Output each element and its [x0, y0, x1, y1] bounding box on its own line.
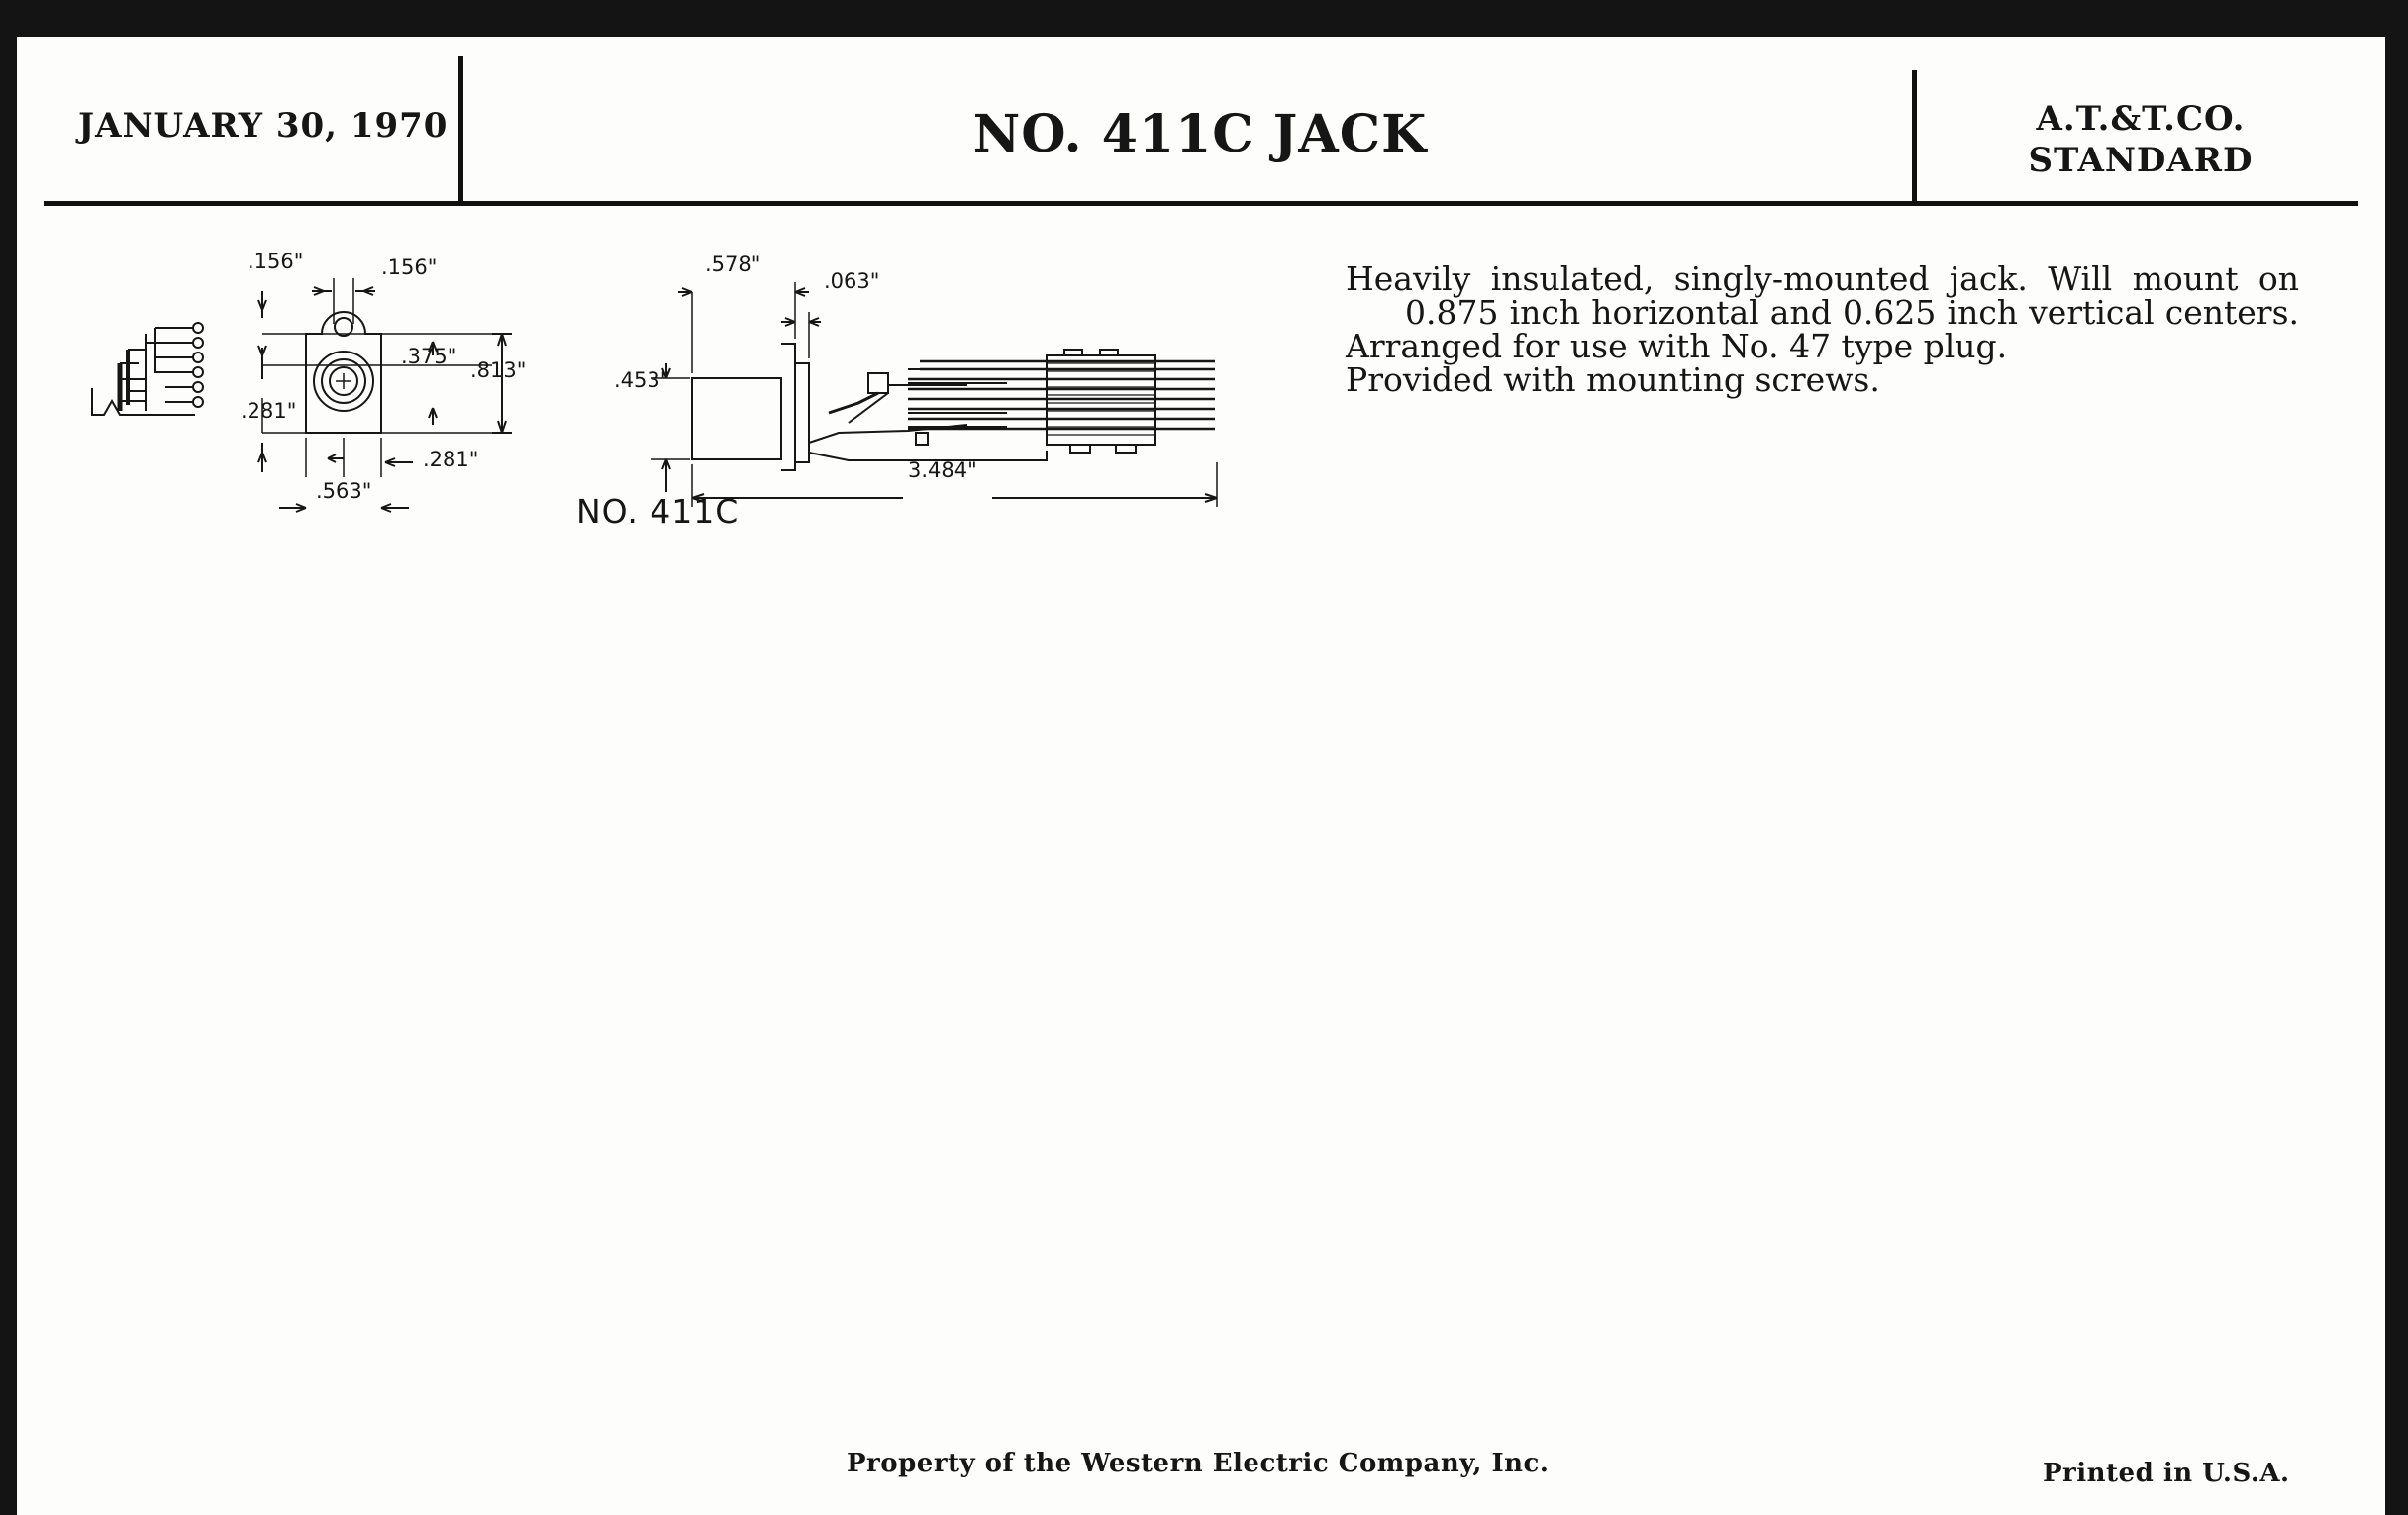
- dim-tab-left: .156": [248, 250, 304, 273]
- standard-label: [1933, 98, 2349, 181]
- description-line: Provided with mounting screws.: [1346, 360, 1880, 399]
- property-notice: Property of the Western Electric Company, Inc.: [847, 1449, 1550, 1478]
- printed-notice: Printed in U.S.A.: [2043, 1459, 2290, 1488]
- dim-flange: .063": [824, 269, 880, 293]
- issue-date: JANUARY 30, 1970: [78, 106, 449, 146]
- dim-lower-left: .281": [241, 399, 297, 423]
- dim-tab-right: .156": [381, 255, 438, 279]
- dim-overall-length: 3.484": [908, 458, 977, 482]
- header-divider-right: [1912, 70, 1917, 203]
- dim-front-depth: .578": [705, 252, 761, 276]
- specification-card: [17, 37, 2385, 1515]
- dim-inner-height: .375": [401, 345, 457, 368]
- description-line: Heavily insulated, singly-mounted jack. Will mount on: [1346, 259, 2299, 298]
- dim-width: .563": [316, 479, 372, 503]
- dim-lower-right: .281": [423, 448, 479, 471]
- description-line: Arranged for use with No. 47 type plug.: [1346, 327, 2008, 365]
- front-view-drawing: [258, 278, 512, 512]
- dim-overall-height: .813": [470, 358, 527, 382]
- description-block: [1346, 259, 2326, 399]
- dim-sleeve-height: .453": [614, 368, 670, 392]
- description-line: 0.875 inch horizontal and 0.625 inch vertical centers.: [1405, 293, 2299, 332]
- standard-label-line2: STANDARD: [2028, 141, 2254, 180]
- drawing-caption: NO. 411C: [576, 492, 740, 531]
- page-title: NO. 411C JACK: [972, 104, 1428, 164]
- standard-label-line1: A.T.&T.CO.: [2036, 99, 2246, 139]
- schematic-symbol-icon: [92, 323, 203, 415]
